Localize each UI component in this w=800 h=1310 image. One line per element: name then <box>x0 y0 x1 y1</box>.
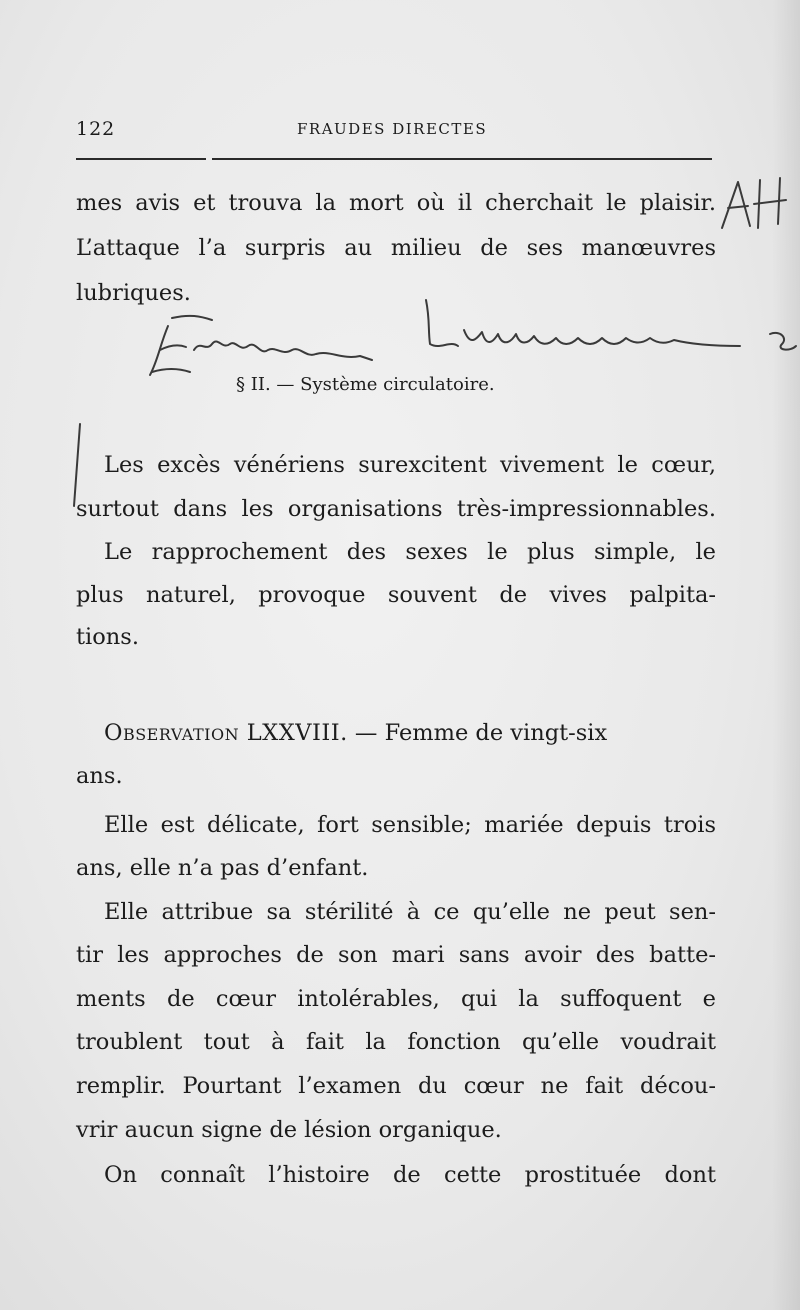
text-line: troublent tout à fait la fonction qu’elle voudrait <box>76 1029 716 1055</box>
text-line: surtout dans les organisations très-impressionnables. <box>76 496 716 522</box>
text-line: plus naturel, provoque souvent de vives palpita- <box>76 582 716 608</box>
observation-title: — Femme de vingt-six <box>347 720 608 746</box>
text-line: ments de cœur intolérables, qui la suffoquent e <box>76 986 716 1012</box>
text-line: tir les approches de son mari sans avoir des batte- <box>76 942 716 968</box>
header-rule-right <box>212 158 712 160</box>
page-number: 122 <box>76 118 116 140</box>
text-line: mes avis et trouva la mort où il cherchait le plaisir. <box>76 190 716 216</box>
observation-line <box>104 718 720 748</box>
text-line: ans. <box>76 763 123 789</box>
page-edge-shadow <box>772 0 800 1310</box>
text-line: L’attaque l’a surpris au milieu de ses manœuvres <box>76 235 716 261</box>
text-line: Les excès vénériens surexcitent vivement le cœur, <box>104 452 716 478</box>
header-rule-left <box>76 158 206 160</box>
observation-label: Observation LXXVIII. <box>104 720 348 746</box>
text-line: lubriques. <box>76 280 191 306</box>
text-line: remplir. Pourtant l’examen du cœur ne fait décou- <box>76 1073 716 1099</box>
section-heading: § II. — Système circulatoire. <box>236 374 495 395</box>
text-line: Elle attribue sa stérilité à ce qu’elle ne peut sen- <box>104 899 716 925</box>
text-line: On connaît l’histoire de cette prostituée dont <box>104 1162 716 1188</box>
text-line: tions. <box>76 624 139 650</box>
running-title: FRAUDES DIRECTES <box>297 120 488 138</box>
text-line: Elle est délicate, fort sensible; mariée depuis trois <box>104 812 716 838</box>
text-line: vrir aucun signe de lésion organique. <box>76 1117 502 1143</box>
text-line: Le rapprochement des sexes le plus simple, le <box>104 539 716 565</box>
text-line: ans, elle n’a pas d’enfant. <box>76 855 369 881</box>
handwritten-note <box>150 300 796 375</box>
